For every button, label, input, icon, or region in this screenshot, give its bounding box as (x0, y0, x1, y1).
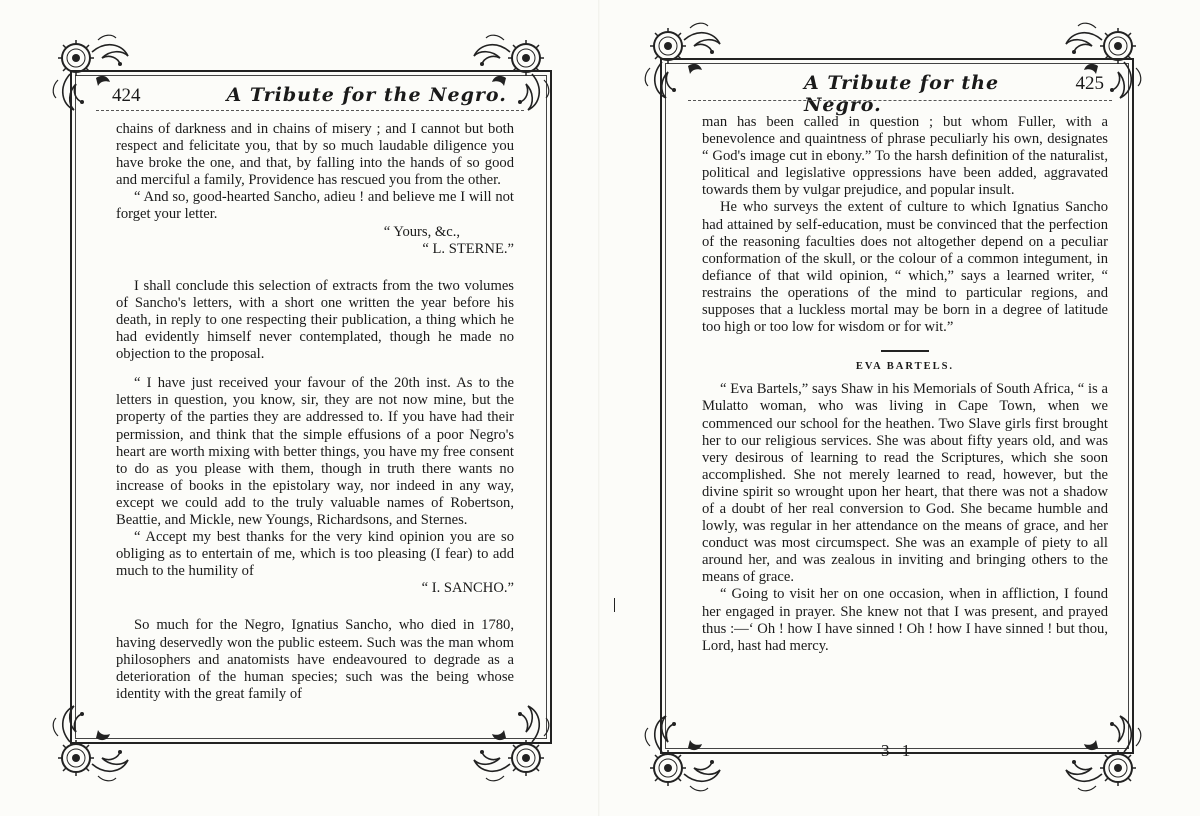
paragraph: I shall conclude this selection of extracts from the two volumes of Sancho's letters, with a short one written the year before his death, in reply to one respecting their publication, a thing which he had evidently himself never contemplated, though he made no objection to the proposal. (116, 277, 514, 363)
paragraph: “ Eva Bartels,” says Shaw in his Memorials of South Africa, “ is a Mulatto woman, who was living in Cape Town, when we commenced our school for the heathen. Two Slave girls first brought her to our religious services. She was about fifty years old, and was very desirous of learning to read the Scriptures, which she soon accomplished. She not merely learned to read, however, but the divine spirit so wrought upon her heart, that there was not a shadow of a doubt of her real conversion to God. She became humble and lowly, was regular in her attendance on the means of grace, and her conduct was most circumspect. She was an example of piety to all around her, and was zealous in inviting and bringing others to the means of grace. (702, 381, 1108, 586)
letter-signature: “ I. SANCHO.” (421, 580, 514, 597)
paragraph: “ Going to visit her on one occasion, when in affliction, I found her engaged in prayer. She knew not that I was present, and prayed thus :—‘ Oh ! how I have sinned ! Oh ! how I have sinned ! but thou, Lord, hast had mercy. (702, 586, 1108, 654)
page-number: 424 (112, 85, 141, 106)
letter-signature: “ L. STERNE.” (422, 240, 514, 257)
signature-mark: 3 1 (881, 741, 915, 760)
left-page-body (116, 121, 514, 703)
paragraph: man has been called in question ; but whom Fuller, with a benevolence and quaintness of phrase peculiarly his own, designates “ God's image cut in ebony.” To the harsh definition of the naturalist, political and legislative oppressions have been added, aggravated towards them by vulgar prejudice, and popular insult. (702, 114, 1108, 199)
header-rule (688, 100, 1112, 107)
section-heading: EVA BARTELS. (855, 361, 955, 373)
scroll-ornament-icon (640, 710, 726, 796)
page-header (804, 72, 1104, 116)
paragraph: “ Accept my best thanks for the very kind opinion you are so obliging as to entertain of me, which is too pleasing (I fear) to add much to the humility of (116, 529, 514, 580)
scroll-ornament-icon (48, 700, 134, 786)
paragraph: “ And so, good-hearted Sancho, adieu ! and believe me I will not forget your letter. (116, 189, 514, 223)
scroll-ornament-icon (1060, 710, 1146, 796)
right-page-body (702, 114, 1108, 655)
page-header (112, 84, 522, 107)
running-head: A Tribute for the Negro. (804, 72, 1000, 116)
letter-signoff: “ Yours, &c., (383, 223, 460, 240)
print-mark (614, 598, 615, 612)
header-rule (96, 110, 524, 117)
paragraph: “ I have just received your favour of the 20th inst. As to the letters in question, you know, sir, they are not now mine, but the property of the parties they are addressed to. If you have had their permission, and think that the simple effusions of a poor Negro's heart are worth mixing with better things, you have my free consent to do as you please with them, though in truth there wants no increase of books in the epistolary way, nor indeed in any way, except we could add to the truly valuable names of Robertson, Beattie, and Mickle, new Youngs, Richardsons, and Sternes. (116, 375, 514, 528)
page-number: 425 (1075, 73, 1104, 94)
paragraph: He who surveys the extent of culture to which Ignatius Sancho had attained by self-education, must be convinced that the perfection of the reasoning faculties does not altogether depend on a peculiar conformation of the skull, or the colour of a common integument, in defiance of that wild opinion, “ which,” says a learned writer, “ restrains the operations of the mind to particular regions, and supposes that a luckless mortal may be born in a degree of latitude too high or too low for wisdom or for wit.” (702, 199, 1108, 336)
scroll-ornament-icon (468, 700, 554, 786)
scroll-ornament-icon (640, 18, 726, 104)
paragraph: chains of darkness and in chains of misery ; and I cannot but both respect and felicitate you, that by so much laudable diligence you have broke the one, and that, by falling into the hands of so good and merciful a family, Providence has rescued you from the other. (116, 121, 514, 189)
running-head: A Tribute for the Negro. (226, 84, 507, 106)
section-rule (881, 350, 929, 352)
paragraph: So much for the Negro, Ignatius Sancho, who died in 1780, having deservedly won the public esteem. Such was the man whom philosophers and anatomists have endeavoured to degrade as a deterioration of the human species; such was the being whose identity with the great family of (116, 617, 514, 702)
